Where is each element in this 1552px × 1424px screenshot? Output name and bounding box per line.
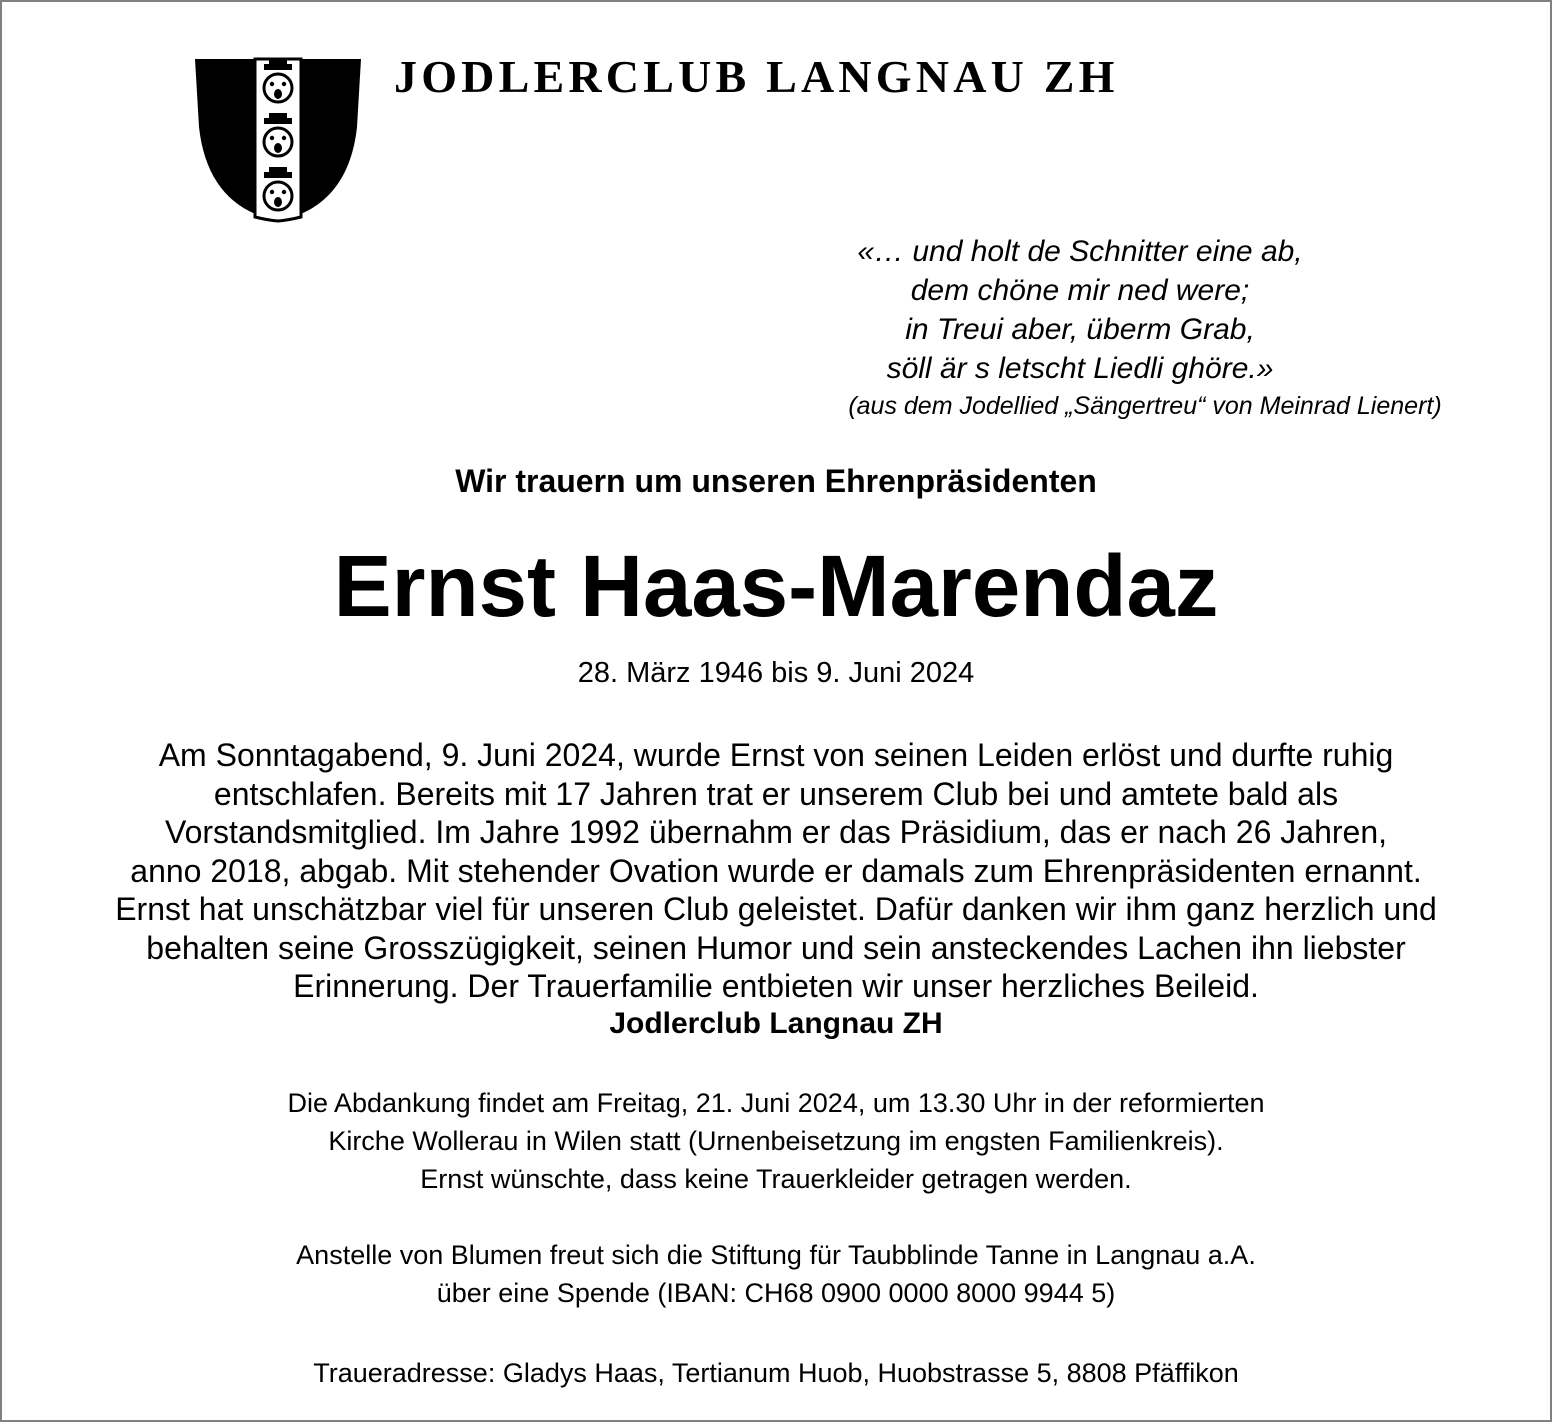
obituary-line: entschlafen. Bereits mit 17 Jahren trat er unserem Club bei und amtete bald als	[213, 775, 1339, 812]
coat-of-arms-icon	[193, 57, 363, 223]
ceremony-line: Die Abdankung findet am Freitag, 21. Juni 2024, um 13.30 Uhr in der reformierten	[287, 1088, 1265, 1118]
poem-quote	[700, 232, 1460, 388]
life-dates: 28. März 1946 bis 9. Juni 2024	[577, 657, 975, 689]
club-name-heading: JODLERCLUB LANGNAU ZH	[394, 51, 1119, 102]
obituary-line: Vorstandsmitglied. Im Jahre 1992 übernahm er das Präsidium, das er nach 26 Jahren,	[165, 814, 1387, 850]
donation-line: Anstelle von Blumen freut sich die Stiftung für Taubblinde Tanne in Langnau a.A.	[296, 1240, 1256, 1270]
quote-line: söll är s letscht Liedli ghöre.»	[886, 352, 1274, 385]
obituary-line: Am Sonntagabend, 9. Juni 2024, wurde Ernst von seinen Leiden erlöst und durfte ruhig	[158, 737, 1394, 773]
quote-source: (aus dem Jodellied „Sängertreu“ von Meinrad Lienert)	[848, 392, 1442, 420]
donation-info	[0, 1236, 1552, 1312]
donation-line: über eine Spende (IBAN: CH68 0900 0000 8000 9944 5)	[436, 1278, 1116, 1308]
quote-line: dem chöne mir ned were;	[910, 274, 1250, 307]
ceremony-line: Kirche Wollerau in Wilen statt (Urnenbeisetzung im engsten Familienkreis).	[328, 1126, 1224, 1156]
mourning-address: Traueradresse: Gladys Haas, Tertianum Huob, Huobstrasse 5, 8808 Pfäffikon	[313, 1358, 1239, 1388]
mourning-heading: Wir trauern um unseren Ehrenpräsidenten	[455, 463, 1097, 499]
obituary-line: Ernst hat unschätzbar viel für unseren Club geleistet. Dafür danken wir ihm ganz herzlich und	[115, 891, 1437, 927]
obituary-line: Erinnerung. Der Trauerfamilie entbieten wir unser herzliches Beileid.	[293, 968, 1259, 1004]
club-signature: Jodlerclub Langnau ZH	[609, 1007, 943, 1040]
deceased-name: Ernst Haas-Marendaz	[333, 538, 1219, 635]
ceremony-info	[0, 1084, 1552, 1198]
obituary-line: behalten seine Grosszügigkeit, seinen Humor und sein ansteckendes Lachen ihn liebster	[146, 929, 1406, 966]
quote-line: in Treui aber, überm Grab,	[905, 313, 1255, 346]
ceremony-line: Ernst wünschte, dass keine Trauerkleider getragen werden.	[420, 1164, 1132, 1194]
quote-line: «… und holt de Schnitter eine ab,	[857, 235, 1303, 268]
obituary-line: anno 2018, abgab. Mit stehender Ovation wurde er damals zum Ehrenpräsidenten ernannt.	[130, 852, 1422, 889]
obituary-text	[0, 736, 1552, 1006]
